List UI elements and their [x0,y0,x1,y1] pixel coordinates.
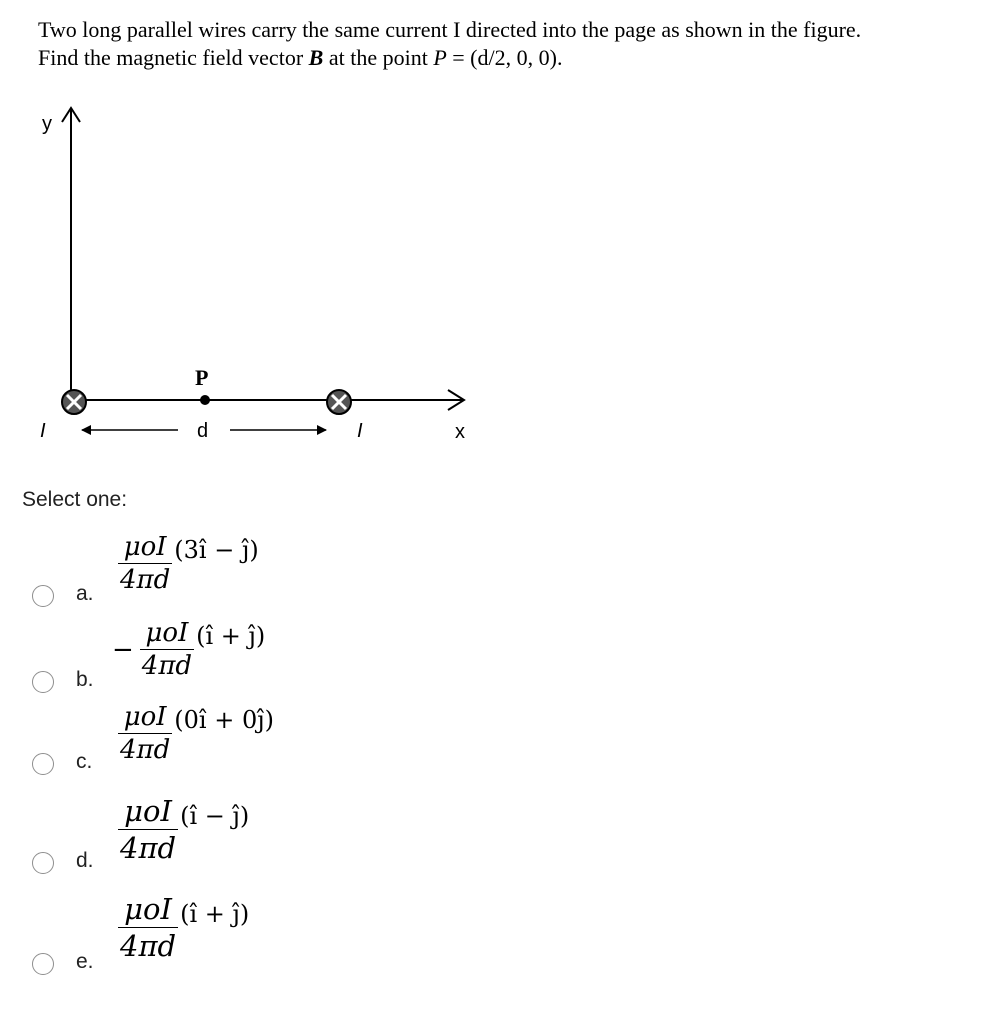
answer-option-d[interactable] [0,790,994,870]
distance-label: d [197,420,209,442]
formula-numerator: μoI [123,532,167,562]
formula-denominator: 4πd [120,735,171,765]
option-formula [112,618,265,681]
point-p-label: P [195,365,209,390]
formula-vector: (3î − ĵ) [174,535,259,564]
right-current-label: I [357,420,363,442]
question-line-2-pre: Find the magnetic field vector [38,45,309,70]
option-sign: − [112,634,134,665]
radio-option-c[interactable] [32,753,54,775]
option-letter: e. [76,950,94,973]
right-wire-into-page-icon [327,390,351,414]
option-letter: c. [76,750,93,773]
answer-option-b[interactable] [0,614,994,694]
formula-numerator: μoI [145,618,189,648]
question-vector-b: B [308,45,324,70]
question-point-p: P [433,45,447,70]
radio-option-a[interactable] [32,585,54,607]
question-line-1: Two long parallel wires carry the same current I directed into the page as shown in the figure. [38,17,862,42]
formula-fraction [118,892,178,963]
radio-option-d[interactable] [32,852,54,874]
formula-numerator: μoI [124,794,172,828]
option-formula [112,794,249,865]
point-p-dot [200,395,210,405]
formula-fraction [118,702,172,765]
answer-option-a[interactable] [0,528,994,608]
option-letter: a. [76,582,94,605]
option-letter: b. [76,668,94,691]
question-line-2 [38,44,978,72]
formula-denominator: 4πd [120,929,177,963]
formula-vector: (î − ĵ) [180,801,250,830]
formula-numerator: μoI [124,892,172,926]
option-formula [112,532,259,595]
x-axis-label: x [455,421,465,443]
select-one-prompt: Select one: [22,488,128,511]
formula-fraction [118,532,172,595]
left-wire-into-page-icon [62,390,86,414]
formula-denominator: 4πd [120,565,171,595]
question-line-2-post: = (d/2, 0, 0). [446,45,563,70]
option-letter: d. [76,849,94,872]
formula-fraction [118,794,178,865]
formula-vector: (î + ĵ) [180,899,250,928]
formula-denominator: 4πd [120,831,177,865]
radio-option-b[interactable] [32,671,54,693]
answer-option-c[interactable] [0,700,994,780]
answer-option-e[interactable] [0,888,994,973]
formula-fraction [140,618,194,681]
option-formula [112,702,274,765]
wire-figure [0,90,500,450]
option-formula [112,892,249,963]
formula-numerator: μoI [123,702,167,732]
question-text [38,16,978,72]
y-axis-label: y [42,113,52,135]
question-line-2-mid: at the point [323,45,434,70]
formula-vector: (î + ĵ) [196,621,266,650]
left-current-label: I [40,420,46,442]
formula-denominator: 4πd [141,651,193,681]
radio-option-e[interactable] [32,953,54,975]
formula-vector: (0î + 0ĵ) [174,705,275,734]
